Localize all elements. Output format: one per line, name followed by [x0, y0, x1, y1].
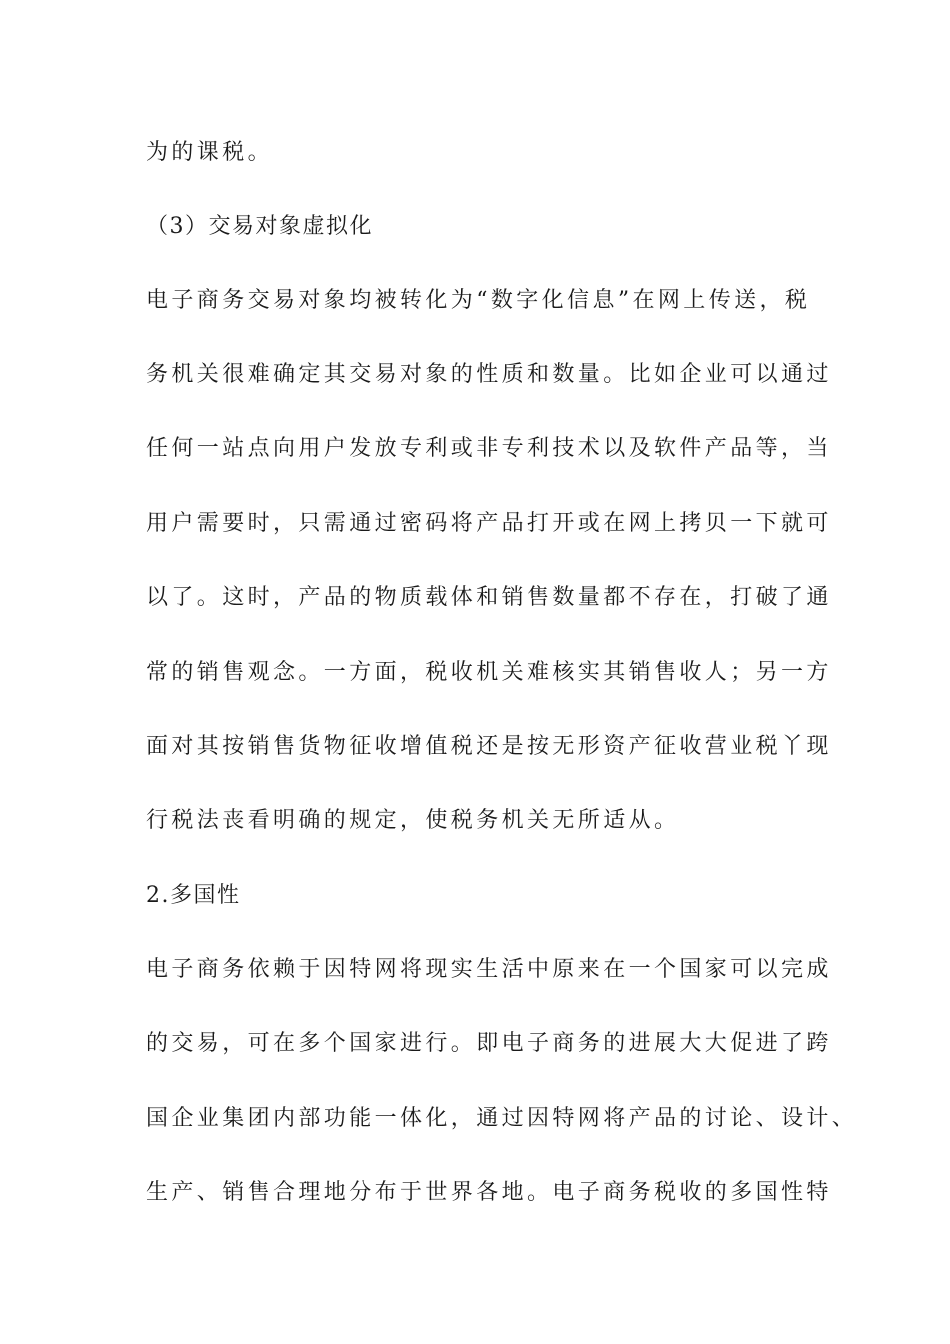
paragraph-line: 用户需要时，只需通过密码将产品打开或在网上拷贝一下就可: [146, 511, 832, 536]
paragraph-line: 以了。这时，产品的物质载体和销售数量都不存在，打破了通: [146, 585, 832, 610]
paragraph-line: 国企业集团内部功能一体化，通过因特网将产品的讨论、设计、: [146, 1106, 858, 1131]
paragraph-line: 为的课税。: [146, 140, 274, 165]
paragraph-line: 的交易，可在多个国家进行。即电子商务的进展大大促进了跨: [146, 1031, 832, 1056]
paragraph-line: 务机关很难确定其交易对象的性质和数量。比如企业可以通过: [146, 362, 832, 387]
section-heading: （3）交易对象虚拟化: [146, 214, 373, 239]
paragraph-line: 生产、销售合理地分布于世界各地。电子商务税收的多国性特: [146, 1180, 832, 1205]
paragraph-line: 常的销售观念。一方面，税收机关难核实其销售收人；另一方: [146, 660, 832, 685]
paragraph-line: 任何一站点向用户发放专利或非专利技术以及软件产品等，当: [146, 436, 832, 461]
paragraph-line: 电子商务交易对象均被转化为“数字化信息”在网上传送，税: [146, 288, 811, 313]
paragraph-line: 行税法丧看明确的规定，使税务机关无所适从。: [146, 808, 680, 833]
paragraph-line: 面对其按销售货物征收增值税还是按无形资产征收营业税丫现: [146, 734, 832, 759]
section-heading: 2.多国性: [146, 883, 241, 908]
paragraph-line: 电子商务依赖于因特网将现实生活中原来在一个国家可以完成: [146, 957, 832, 982]
